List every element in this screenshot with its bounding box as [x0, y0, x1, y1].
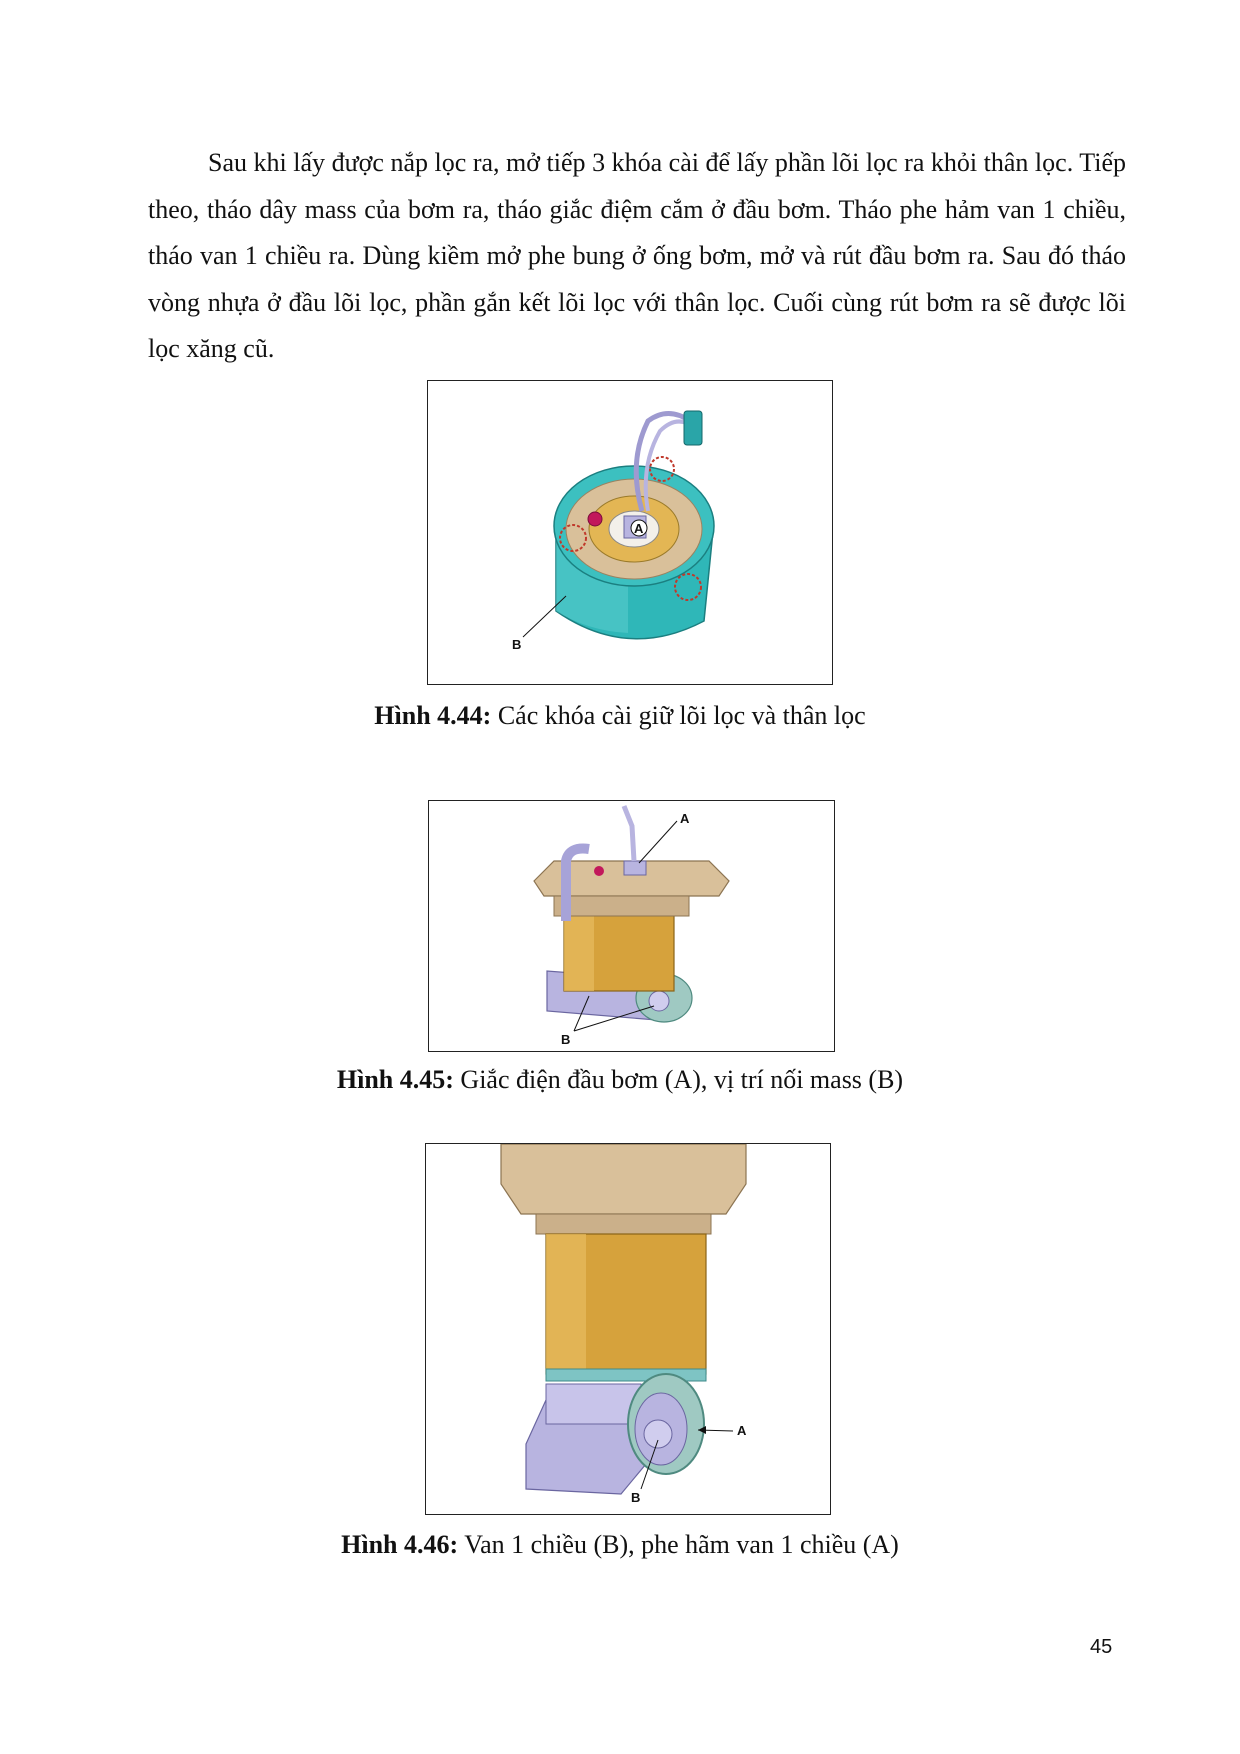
pump-module-illustration: [429, 801, 834, 1051]
figure-label-a: A: [737, 1423, 747, 1438]
figure-label-b: B: [561, 1032, 571, 1047]
figure-4-44-caption: [0, 701, 1240, 731]
caption-label: Hình 4.46:: [341, 1530, 459, 1559]
figure-4-45-image: [428, 800, 835, 1052]
caption-text: Các khóa cài giữ lõi lọc và thân lọc: [491, 701, 866, 730]
figure-4-45-caption: [0, 1065, 1240, 1095]
figure-label-b: B: [631, 1490, 641, 1505]
figure-label-b: B: [512, 637, 522, 652]
figure-label-a: A: [634, 521, 644, 536]
caption-label: Hình 4.44:: [374, 701, 492, 730]
filter-housing-top-illustration: [428, 381, 832, 684]
figure-4-44-image: [427, 380, 833, 685]
figure-4-46-caption: [0, 1530, 1240, 1560]
check-valve-illustration: [426, 1144, 830, 1514]
body-paragraph: Sau khi lấy được nắp lọc ra, mở tiếp 3 khóa cài để lấy phần lõi lọc ra khỏi thân lọc. Tiếp theo, tháo dây mass của bơm ra, tháo giắc điệm cắm ở đầu bơm. Tháo phe hảm van 1 chiều, tháo van 1 chiều ra. Dùng kiềm mở phe bung ở ống bơm, mở và rút đầu bơm ra. Sau đó tháo vòng nhựa ở đầu lõi lọc, phần gắn kết lõi lọc với thân lọc. Cuối cùng rút bơm ra sẽ được lõi lọc xăng cũ.: [148, 148, 1126, 363]
caption-text: Van 1 chiều (B), phe hãm van 1 chiều (A): [458, 1530, 899, 1559]
figure-label-a: A: [680, 811, 690, 826]
caption-text: Giắc điện đầu bơm (A), vị trí nối mass (B): [453, 1065, 904, 1094]
figure-4-46-image: [425, 1143, 831, 1515]
page-number: 45: [1090, 1636, 1113, 1658]
caption-label: Hình 4.45:: [336, 1065, 454, 1094]
